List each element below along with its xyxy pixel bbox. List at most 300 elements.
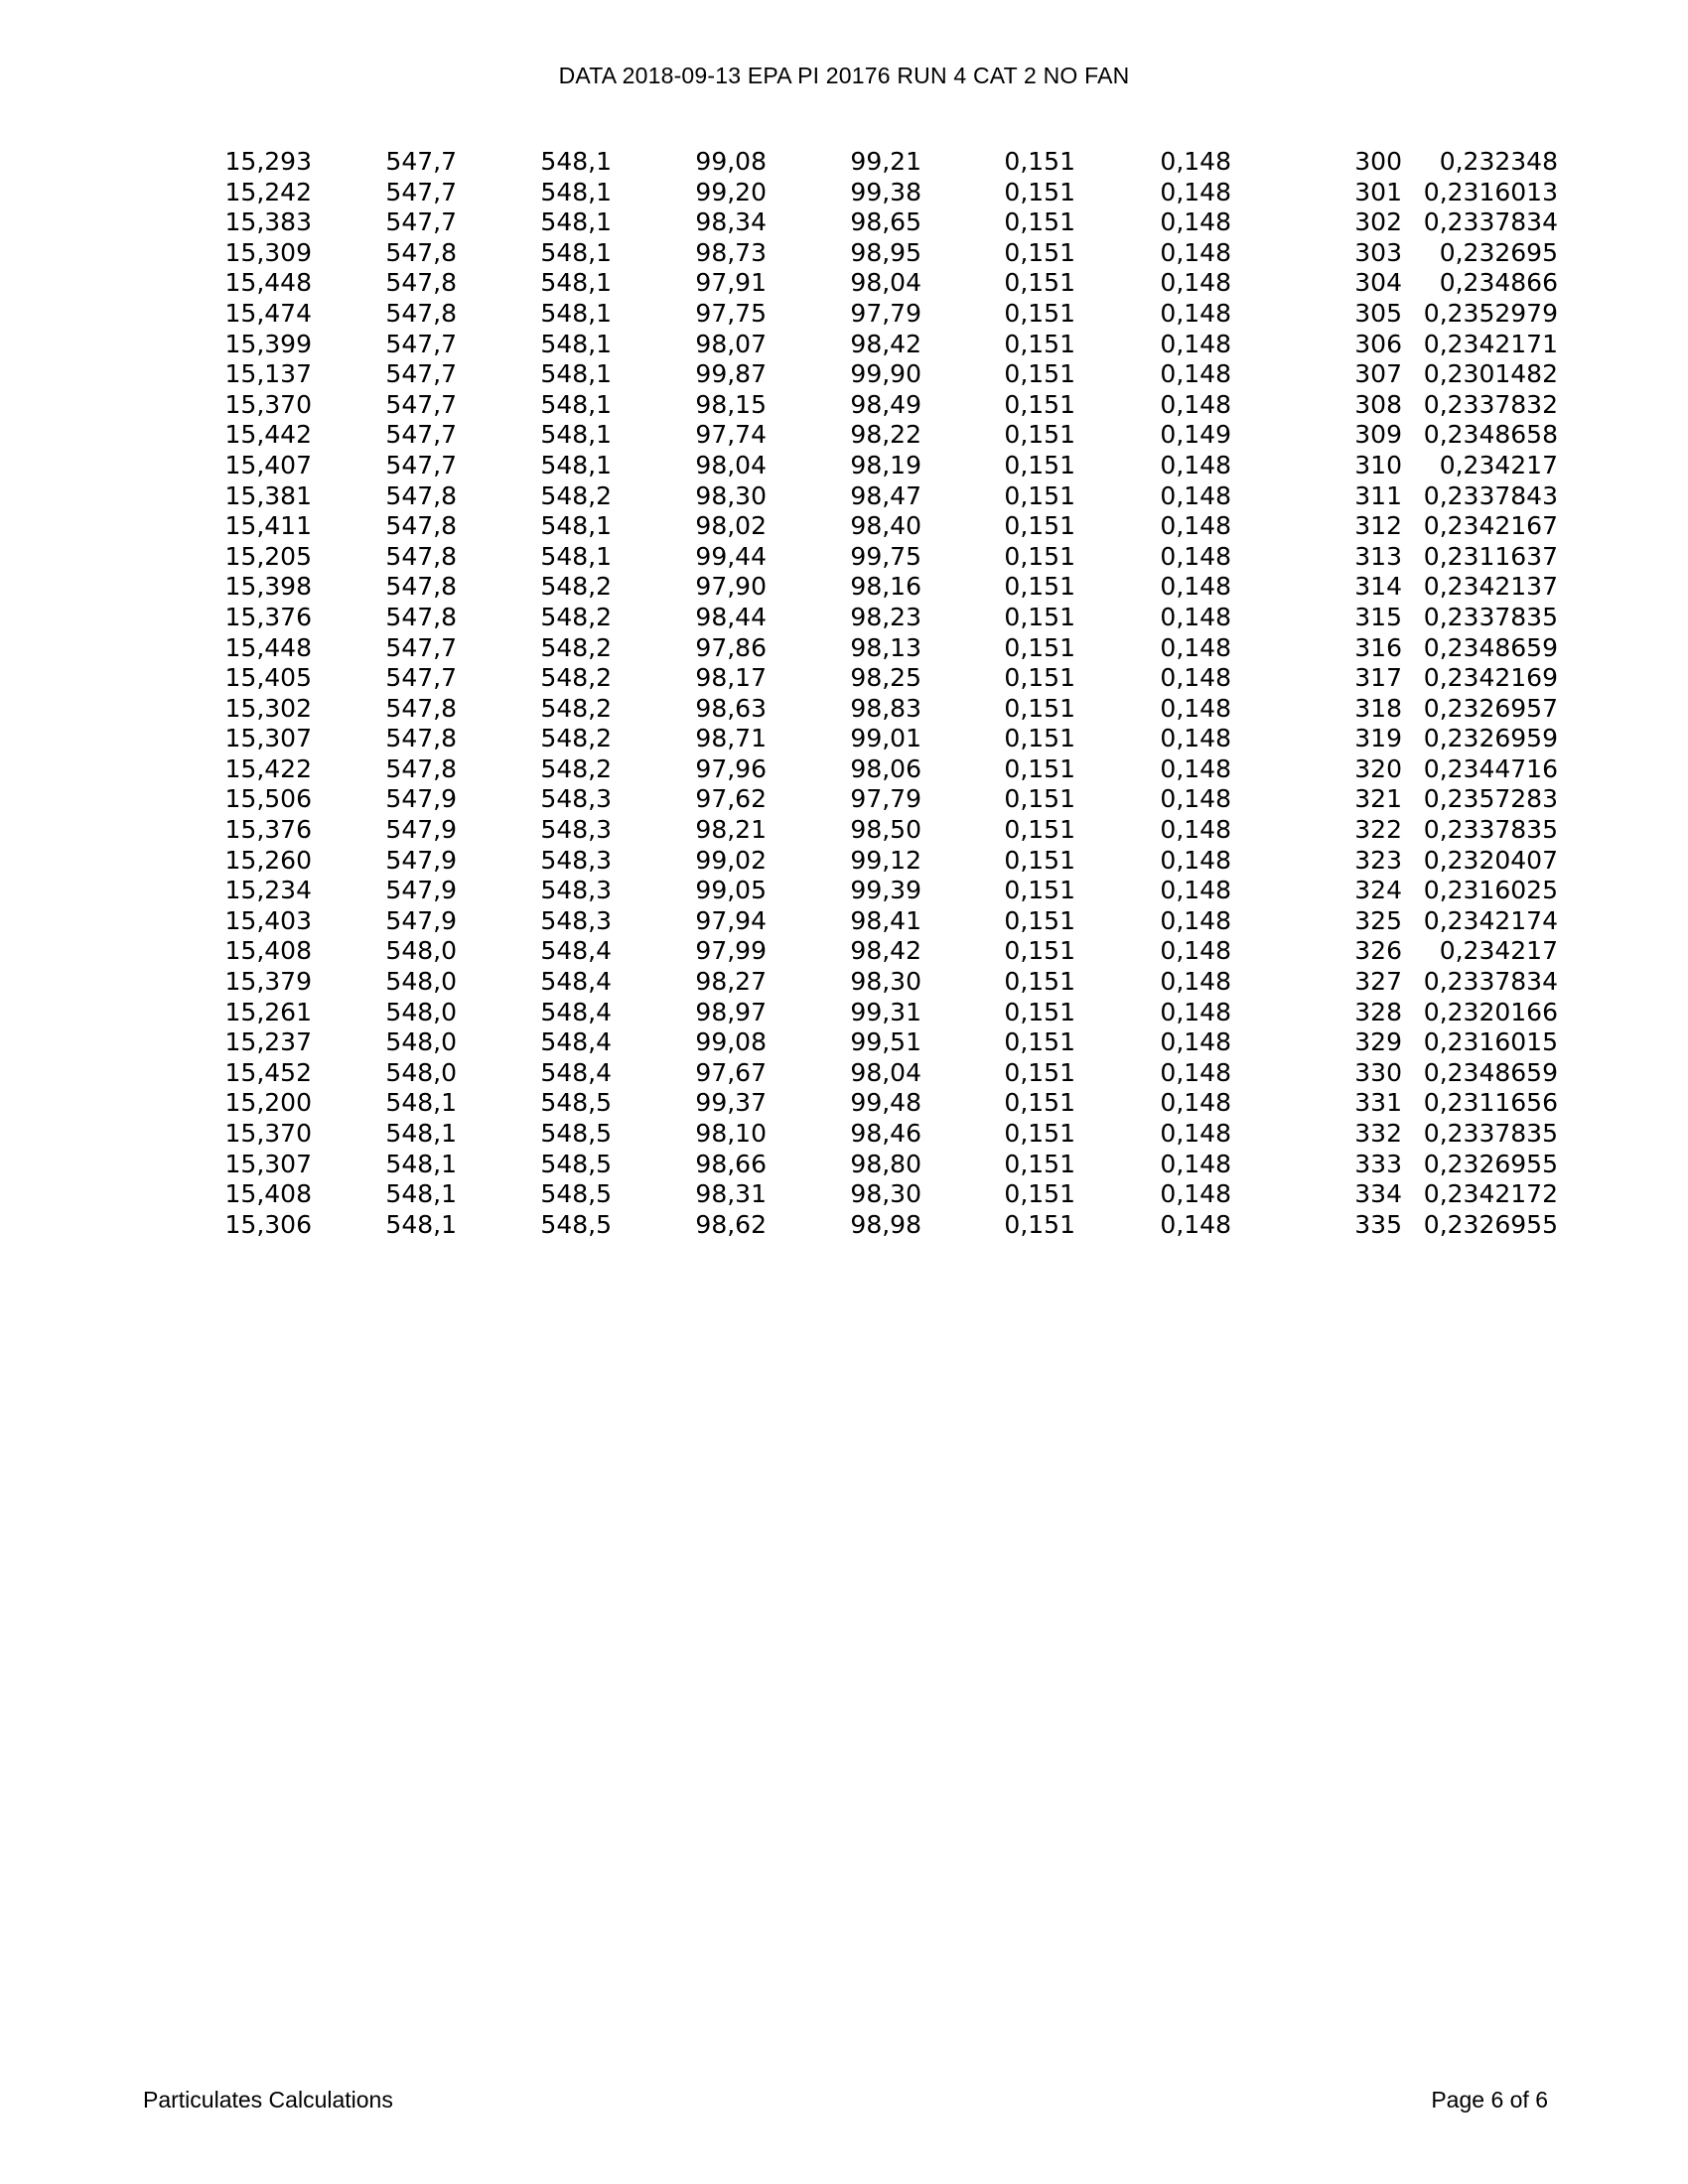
table-cell: 99,51 xyxy=(850,1027,921,1057)
footer-document-name: Particulates Calculations xyxy=(143,2087,393,2113)
table-cell: 0,148 xyxy=(1160,845,1231,875)
table-cell: 0,151 xyxy=(1004,237,1075,267)
table-cell: 15,306 xyxy=(224,1209,312,1239)
table-cell: 0,148 xyxy=(1160,724,1231,753)
table-row xyxy=(149,663,1558,694)
table-cell: 0,2342167 xyxy=(1423,511,1558,541)
table-cell: 318 xyxy=(1354,693,1402,723)
table-cell: 0,148 xyxy=(1160,541,1231,571)
table-cell: 0,148 xyxy=(1160,572,1231,602)
table-cell: 548,2 xyxy=(540,753,612,783)
table-cell: 98,80 xyxy=(850,1149,921,1178)
table-cell: 547,8 xyxy=(385,602,457,631)
table-cell: 97,94 xyxy=(695,905,767,935)
table-cell: 548,1 xyxy=(540,541,612,571)
table-cell: 301 xyxy=(1354,177,1402,206)
table-row xyxy=(149,1027,1558,1058)
table-cell: 0,151 xyxy=(1004,1149,1075,1178)
table-cell: 99,75 xyxy=(850,541,921,571)
table-cell: 98,71 xyxy=(695,724,767,753)
table-cell: 548,0 xyxy=(385,967,457,997)
table-cell: 0,148 xyxy=(1160,177,1231,206)
table-row xyxy=(149,967,1558,998)
table-cell: 302 xyxy=(1354,207,1402,237)
table-cell: 548,4 xyxy=(540,1027,612,1057)
table-cell: 0,151 xyxy=(1004,663,1075,693)
table-cell: 0,148 xyxy=(1160,1209,1231,1239)
table-cell: 15,442 xyxy=(224,420,312,450)
table-cell: 98,62 xyxy=(695,1209,767,1239)
table-cell: 98,19 xyxy=(850,450,921,479)
table-cell: 311 xyxy=(1354,480,1402,510)
table-cell: 312 xyxy=(1354,511,1402,541)
table-cell: 547,7 xyxy=(385,329,457,358)
table-row xyxy=(149,724,1558,754)
table-cell: 0,148 xyxy=(1160,298,1231,328)
table-row xyxy=(149,846,1558,877)
table-cell: 15,405 xyxy=(224,663,312,693)
table-cell: 322 xyxy=(1354,815,1402,845)
table-cell: 0,2301482 xyxy=(1423,359,1558,389)
table-cell: 547,7 xyxy=(385,632,457,662)
table-cell: 0,148 xyxy=(1160,1088,1231,1118)
table-cell: 0,151 xyxy=(1004,1027,1075,1057)
table-cell: 97,79 xyxy=(850,298,921,328)
table-cell: 547,7 xyxy=(385,147,457,176)
table-cell: 98,83 xyxy=(850,693,921,723)
table-cell: 98,17 xyxy=(695,663,767,693)
table-cell: 98,97 xyxy=(695,997,767,1026)
table-cell: 15,307 xyxy=(224,724,312,753)
table-cell: 0,151 xyxy=(1004,905,1075,935)
table-cell: 548,3 xyxy=(540,815,612,845)
table-cell: 15,200 xyxy=(224,1088,312,1118)
table-cell: 0,2337834 xyxy=(1423,207,1558,237)
table-cell: 0,151 xyxy=(1004,632,1075,662)
table-cell: 0,151 xyxy=(1004,876,1075,905)
table-cell: 547,9 xyxy=(385,876,457,905)
table-cell: 0,151 xyxy=(1004,207,1075,237)
table-cell: 0,232348 xyxy=(1439,147,1558,176)
table-cell: 547,7 xyxy=(385,450,457,479)
table-row xyxy=(149,178,1558,208)
table-cell: 98,04 xyxy=(850,1057,921,1087)
table-cell: 548,1 xyxy=(540,237,612,267)
table-cell: 0,2311637 xyxy=(1423,541,1558,571)
table-cell: 15,237 xyxy=(224,1027,312,1057)
table-cell: 99,01 xyxy=(850,724,921,753)
table-cell: 15,474 xyxy=(224,298,312,328)
table-cell: 98,30 xyxy=(850,1179,921,1209)
table-cell: 0,151 xyxy=(1004,753,1075,783)
table-cell: 0,148 xyxy=(1160,876,1231,905)
table-cell: 97,62 xyxy=(695,784,767,814)
table-cell: 0,148 xyxy=(1160,237,1231,267)
table-cell: 98,40 xyxy=(850,511,921,541)
table-cell: 0,2348658 xyxy=(1423,420,1558,450)
table-row xyxy=(149,815,1558,846)
table-cell: 0,151 xyxy=(1004,420,1075,450)
table-cell: 548,1 xyxy=(385,1088,457,1118)
table-cell: 0,151 xyxy=(1004,359,1075,389)
table-cell: 98,25 xyxy=(850,663,921,693)
table-cell: 98,44 xyxy=(695,602,767,631)
table-cell: 98,07 xyxy=(695,329,767,358)
table-cell: 15,422 xyxy=(224,753,312,783)
table-cell: 15,381 xyxy=(224,480,312,510)
table-cell: 98,23 xyxy=(850,602,921,631)
table-cell: 321 xyxy=(1354,784,1402,814)
table-cell: 98,22 xyxy=(850,420,921,450)
table-cell: 99,20 xyxy=(695,177,767,206)
table-cell: 98,95 xyxy=(850,237,921,267)
table-cell: 0,2316013 xyxy=(1423,177,1558,206)
table-cell: 305 xyxy=(1354,298,1402,328)
table-cell: 548,2 xyxy=(540,663,612,693)
table-cell: 98,30 xyxy=(695,480,767,510)
table-cell: 15,399 xyxy=(224,329,312,358)
table-cell: 0,151 xyxy=(1004,268,1075,298)
table-cell: 15,261 xyxy=(224,997,312,1026)
table-cell: 15,452 xyxy=(224,1057,312,1087)
table-cell: 0,148 xyxy=(1160,389,1231,419)
table-cell: 0,2326955 xyxy=(1423,1149,1558,1178)
table-row xyxy=(149,1179,1558,1210)
table-cell: 15,408 xyxy=(224,1179,312,1209)
table-cell: 325 xyxy=(1354,905,1402,935)
table-cell: 0,148 xyxy=(1160,1179,1231,1209)
table-cell: 15,309 xyxy=(224,237,312,267)
table-cell: 324 xyxy=(1354,876,1402,905)
table-cell: 98,42 xyxy=(850,329,921,358)
table-cell: 0,151 xyxy=(1004,572,1075,602)
table-cell: 0,148 xyxy=(1160,1057,1231,1087)
table-cell: 548,4 xyxy=(540,1057,612,1087)
table-cell: 15,379 xyxy=(224,967,312,997)
table-row xyxy=(149,633,1558,664)
table-row xyxy=(149,330,1558,360)
table-cell: 548,1 xyxy=(385,1209,457,1239)
table-cell: 548,5 xyxy=(540,1088,612,1118)
table-cell: 99,08 xyxy=(695,147,767,176)
table-cell: 548,2 xyxy=(540,572,612,602)
table-cell: 98,98 xyxy=(850,1209,921,1239)
table-cell: 98,21 xyxy=(695,815,767,845)
table-cell: 0,151 xyxy=(1004,967,1075,997)
table-cell: 0,232695 xyxy=(1439,237,1558,267)
table-cell: 0,2316025 xyxy=(1423,876,1558,905)
table-cell: 15,376 xyxy=(224,602,312,631)
table-cell: 99,38 xyxy=(850,177,921,206)
table-cell: 310 xyxy=(1354,450,1402,479)
table-cell: 0,151 xyxy=(1004,450,1075,479)
table-cell: 97,96 xyxy=(695,753,767,783)
table-cell: 548,1 xyxy=(385,1149,457,1178)
table-cell: 0,148 xyxy=(1160,905,1231,935)
table-cell: 548,0 xyxy=(385,1057,457,1087)
table-cell: 99,31 xyxy=(850,997,921,1026)
table-cell: 0,151 xyxy=(1004,845,1075,875)
table-cell: 15,383 xyxy=(224,207,312,237)
table-cell: 548,1 xyxy=(540,268,612,298)
table-cell: 0,2337835 xyxy=(1423,815,1558,845)
table-cell: 98,66 xyxy=(695,1149,767,1178)
table-cell: 0,148 xyxy=(1160,693,1231,723)
table-cell: 548,3 xyxy=(540,784,612,814)
table-row xyxy=(149,1150,1558,1180)
table-cell: 0,151 xyxy=(1004,1209,1075,1239)
table-row xyxy=(149,511,1558,542)
table-cell: 0,2348659 xyxy=(1423,1057,1558,1087)
table-cell: 547,7 xyxy=(385,207,457,237)
table-cell: 548,1 xyxy=(540,420,612,450)
table-cell: 97,74 xyxy=(695,420,767,450)
table-cell: 0,151 xyxy=(1004,997,1075,1026)
table-cell: 0,148 xyxy=(1160,359,1231,389)
table-cell: 0,151 xyxy=(1004,602,1075,631)
table-cell: 98,30 xyxy=(850,967,921,997)
table-cell: 548,2 xyxy=(540,480,612,510)
table-cell: 0,148 xyxy=(1160,1149,1231,1178)
table-cell: 0,234217 xyxy=(1439,936,1558,966)
table-cell: 547,8 xyxy=(385,268,457,298)
table-cell: 98,46 xyxy=(850,1119,921,1148)
table-cell: 0,151 xyxy=(1004,1119,1075,1148)
table-cell: 548,1 xyxy=(385,1119,457,1148)
table-cell: 0,151 xyxy=(1004,724,1075,753)
table-cell: 97,67 xyxy=(695,1057,767,1087)
table-cell: 548,1 xyxy=(540,359,612,389)
table-cell: 99,21 xyxy=(850,147,921,176)
table-cell: 15,293 xyxy=(224,147,312,176)
table-cell: 547,8 xyxy=(385,298,457,328)
table-cell: 99,37 xyxy=(695,1088,767,1118)
table-cell: 548,5 xyxy=(540,1209,612,1239)
table-cell: 0,148 xyxy=(1160,207,1231,237)
table-cell: 548,1 xyxy=(540,450,612,479)
table-row xyxy=(149,1210,1558,1241)
table-cell: 308 xyxy=(1354,389,1402,419)
table-cell: 0,151 xyxy=(1004,815,1075,845)
table-cell: 0,2337835 xyxy=(1423,602,1558,631)
table-cell: 547,9 xyxy=(385,815,457,845)
table-cell: 98,42 xyxy=(850,936,921,966)
table-cell: 0,148 xyxy=(1160,632,1231,662)
table-cell: 99,90 xyxy=(850,359,921,389)
table-cell: 547,8 xyxy=(385,480,457,510)
table-cell: 0,2348659 xyxy=(1423,632,1558,662)
table-row xyxy=(149,784,1558,815)
table-cell: 98,04 xyxy=(850,268,921,298)
table-cell: 0,148 xyxy=(1160,1027,1231,1057)
table-cell: 0,151 xyxy=(1004,1179,1075,1209)
table-cell: 98,06 xyxy=(850,753,921,783)
table-cell: 15,448 xyxy=(224,632,312,662)
table-cell: 320 xyxy=(1354,753,1402,783)
table-cell: 548,1 xyxy=(540,511,612,541)
table-cell: 97,79 xyxy=(850,784,921,814)
table-row xyxy=(149,603,1558,633)
data-table xyxy=(149,147,1558,1240)
table-cell: 97,75 xyxy=(695,298,767,328)
table-cell: 98,63 xyxy=(695,693,767,723)
table-cell: 99,39 xyxy=(850,876,921,905)
table-cell: 548,0 xyxy=(385,997,457,1026)
table-row xyxy=(149,299,1558,330)
table-cell: 0,2320407 xyxy=(1423,845,1558,875)
table-cell: 332 xyxy=(1354,1119,1402,1148)
table-cell: 0,151 xyxy=(1004,511,1075,541)
table-cell: 547,9 xyxy=(385,905,457,935)
table-cell: 15,376 xyxy=(224,815,312,845)
table-row xyxy=(149,754,1558,785)
table-cell: 314 xyxy=(1354,572,1402,602)
table-cell: 548,2 xyxy=(540,602,612,631)
table-cell: 15,370 xyxy=(224,1119,312,1148)
table-cell: 0,148 xyxy=(1160,967,1231,997)
table-row xyxy=(149,572,1558,603)
table-row xyxy=(149,542,1558,573)
table-cell: 15,234 xyxy=(224,876,312,905)
table-cell: 0,151 xyxy=(1004,480,1075,510)
table-cell: 99,02 xyxy=(695,845,767,875)
table-cell: 548,4 xyxy=(540,997,612,1026)
table-cell: 0,2344716 xyxy=(1423,753,1558,783)
table-cell: 0,2326955 xyxy=(1423,1209,1558,1239)
table-cell: 0,2342174 xyxy=(1423,905,1558,935)
table-cell: 15,307 xyxy=(224,1149,312,1178)
table-cell: 99,48 xyxy=(850,1088,921,1118)
table-cell: 316 xyxy=(1354,632,1402,662)
table-cell: 548,3 xyxy=(540,905,612,935)
table-cell: 0,2337835 xyxy=(1423,1119,1558,1148)
table-cell: 548,1 xyxy=(540,298,612,328)
table-cell: 0,148 xyxy=(1160,997,1231,1026)
table-cell: 0,2342137 xyxy=(1423,572,1558,602)
table-row xyxy=(149,936,1558,967)
table-cell: 548,2 xyxy=(540,693,612,723)
table-cell: 547,8 xyxy=(385,753,457,783)
table-cell: 97,91 xyxy=(695,268,767,298)
table-cell: 97,86 xyxy=(695,632,767,662)
table-cell: 0,148 xyxy=(1160,147,1231,176)
table-cell: 0,148 xyxy=(1160,663,1231,693)
table-cell: 547,9 xyxy=(385,845,457,875)
table-row xyxy=(149,420,1558,451)
table-cell: 15,242 xyxy=(224,177,312,206)
table-cell: 0,148 xyxy=(1160,268,1231,298)
table-cell: 0,151 xyxy=(1004,1088,1075,1118)
table-cell: 98,41 xyxy=(850,905,921,935)
table-cell: 548,0 xyxy=(385,1027,457,1057)
table-cell: 548,5 xyxy=(540,1179,612,1209)
table-cell: 307 xyxy=(1354,359,1402,389)
table-cell: 0,148 xyxy=(1160,329,1231,358)
table-cell: 99,87 xyxy=(695,359,767,389)
table-cell: 0,234217 xyxy=(1439,450,1558,479)
table-cell: 548,4 xyxy=(540,936,612,966)
table-cell: 98,65 xyxy=(850,207,921,237)
table-cell: 0,151 xyxy=(1004,329,1075,358)
table-cell: 547,7 xyxy=(385,359,457,389)
table-cell: 315 xyxy=(1354,602,1402,631)
table-cell: 0,2352979 xyxy=(1423,298,1558,328)
table-cell: 317 xyxy=(1354,663,1402,693)
table-cell: 0,151 xyxy=(1004,298,1075,328)
table-cell: 15,260 xyxy=(224,845,312,875)
table-cell: 99,12 xyxy=(850,845,921,875)
table-cell: 0,234866 xyxy=(1439,268,1558,298)
table-cell: 98,13 xyxy=(850,632,921,662)
table-cell: 548,1 xyxy=(540,147,612,176)
table-cell: 0,2337843 xyxy=(1423,480,1558,510)
table-cell: 0,148 xyxy=(1160,753,1231,783)
table-cell: 15,407 xyxy=(224,450,312,479)
table-cell: 548,5 xyxy=(540,1119,612,1148)
table-cell: 15,403 xyxy=(224,905,312,935)
table-cell: 0,151 xyxy=(1004,177,1075,206)
table-cell: 99,44 xyxy=(695,541,767,571)
table-cell: 548,5 xyxy=(540,1149,612,1178)
table-cell: 15,205 xyxy=(224,541,312,571)
table-cell: 330 xyxy=(1354,1057,1402,1087)
table-cell: 0,151 xyxy=(1004,693,1075,723)
table-cell: 548,2 xyxy=(540,724,612,753)
table-cell: 0,148 xyxy=(1160,602,1231,631)
table-cell: 548,3 xyxy=(540,876,612,905)
table-cell: 547,8 xyxy=(385,511,457,541)
table-cell: 304 xyxy=(1354,268,1402,298)
table-cell: 548,1 xyxy=(540,389,612,419)
table-cell: 548,1 xyxy=(540,207,612,237)
table-cell: 326 xyxy=(1354,936,1402,966)
table-cell: 15,506 xyxy=(224,784,312,814)
table-cell: 15,137 xyxy=(224,359,312,389)
table-cell: 548,4 xyxy=(540,967,612,997)
table-row xyxy=(149,1088,1558,1119)
table-cell: 0,2357283 xyxy=(1423,784,1558,814)
table-cell: 548,3 xyxy=(540,845,612,875)
table-cell: 0,2326957 xyxy=(1423,693,1558,723)
table-cell: 323 xyxy=(1354,845,1402,875)
table-row xyxy=(149,694,1558,725)
table-cell: 98,04 xyxy=(695,450,767,479)
table-cell: 0,148 xyxy=(1160,815,1231,845)
table-row xyxy=(149,268,1558,299)
table-cell: 0,148 xyxy=(1160,450,1231,479)
table-cell: 0,2342169 xyxy=(1423,663,1558,693)
footer-page-number: Page 6 of 6 xyxy=(1431,2087,1548,2113)
table-cell: 547,7 xyxy=(385,177,457,206)
table-cell: 0,151 xyxy=(1004,541,1075,571)
table-cell: 319 xyxy=(1354,724,1402,753)
table-cell: 0,148 xyxy=(1160,784,1231,814)
table-cell: 547,8 xyxy=(385,572,457,602)
table-cell: 0,148 xyxy=(1160,1119,1231,1148)
table-cell: 15,411 xyxy=(224,511,312,541)
table-cell: 0,148 xyxy=(1160,936,1231,966)
table-cell: 98,47 xyxy=(850,480,921,510)
table-cell: 548,2 xyxy=(540,632,612,662)
table-cell: 328 xyxy=(1354,997,1402,1026)
table-cell: 15,302 xyxy=(224,693,312,723)
table-cell: 327 xyxy=(1354,967,1402,997)
table-row xyxy=(149,390,1558,421)
table-cell: 547,7 xyxy=(385,663,457,693)
table-cell: 98,15 xyxy=(695,389,767,419)
table-body xyxy=(149,147,1558,1240)
table-cell: 0,2316015 xyxy=(1423,1027,1558,1057)
